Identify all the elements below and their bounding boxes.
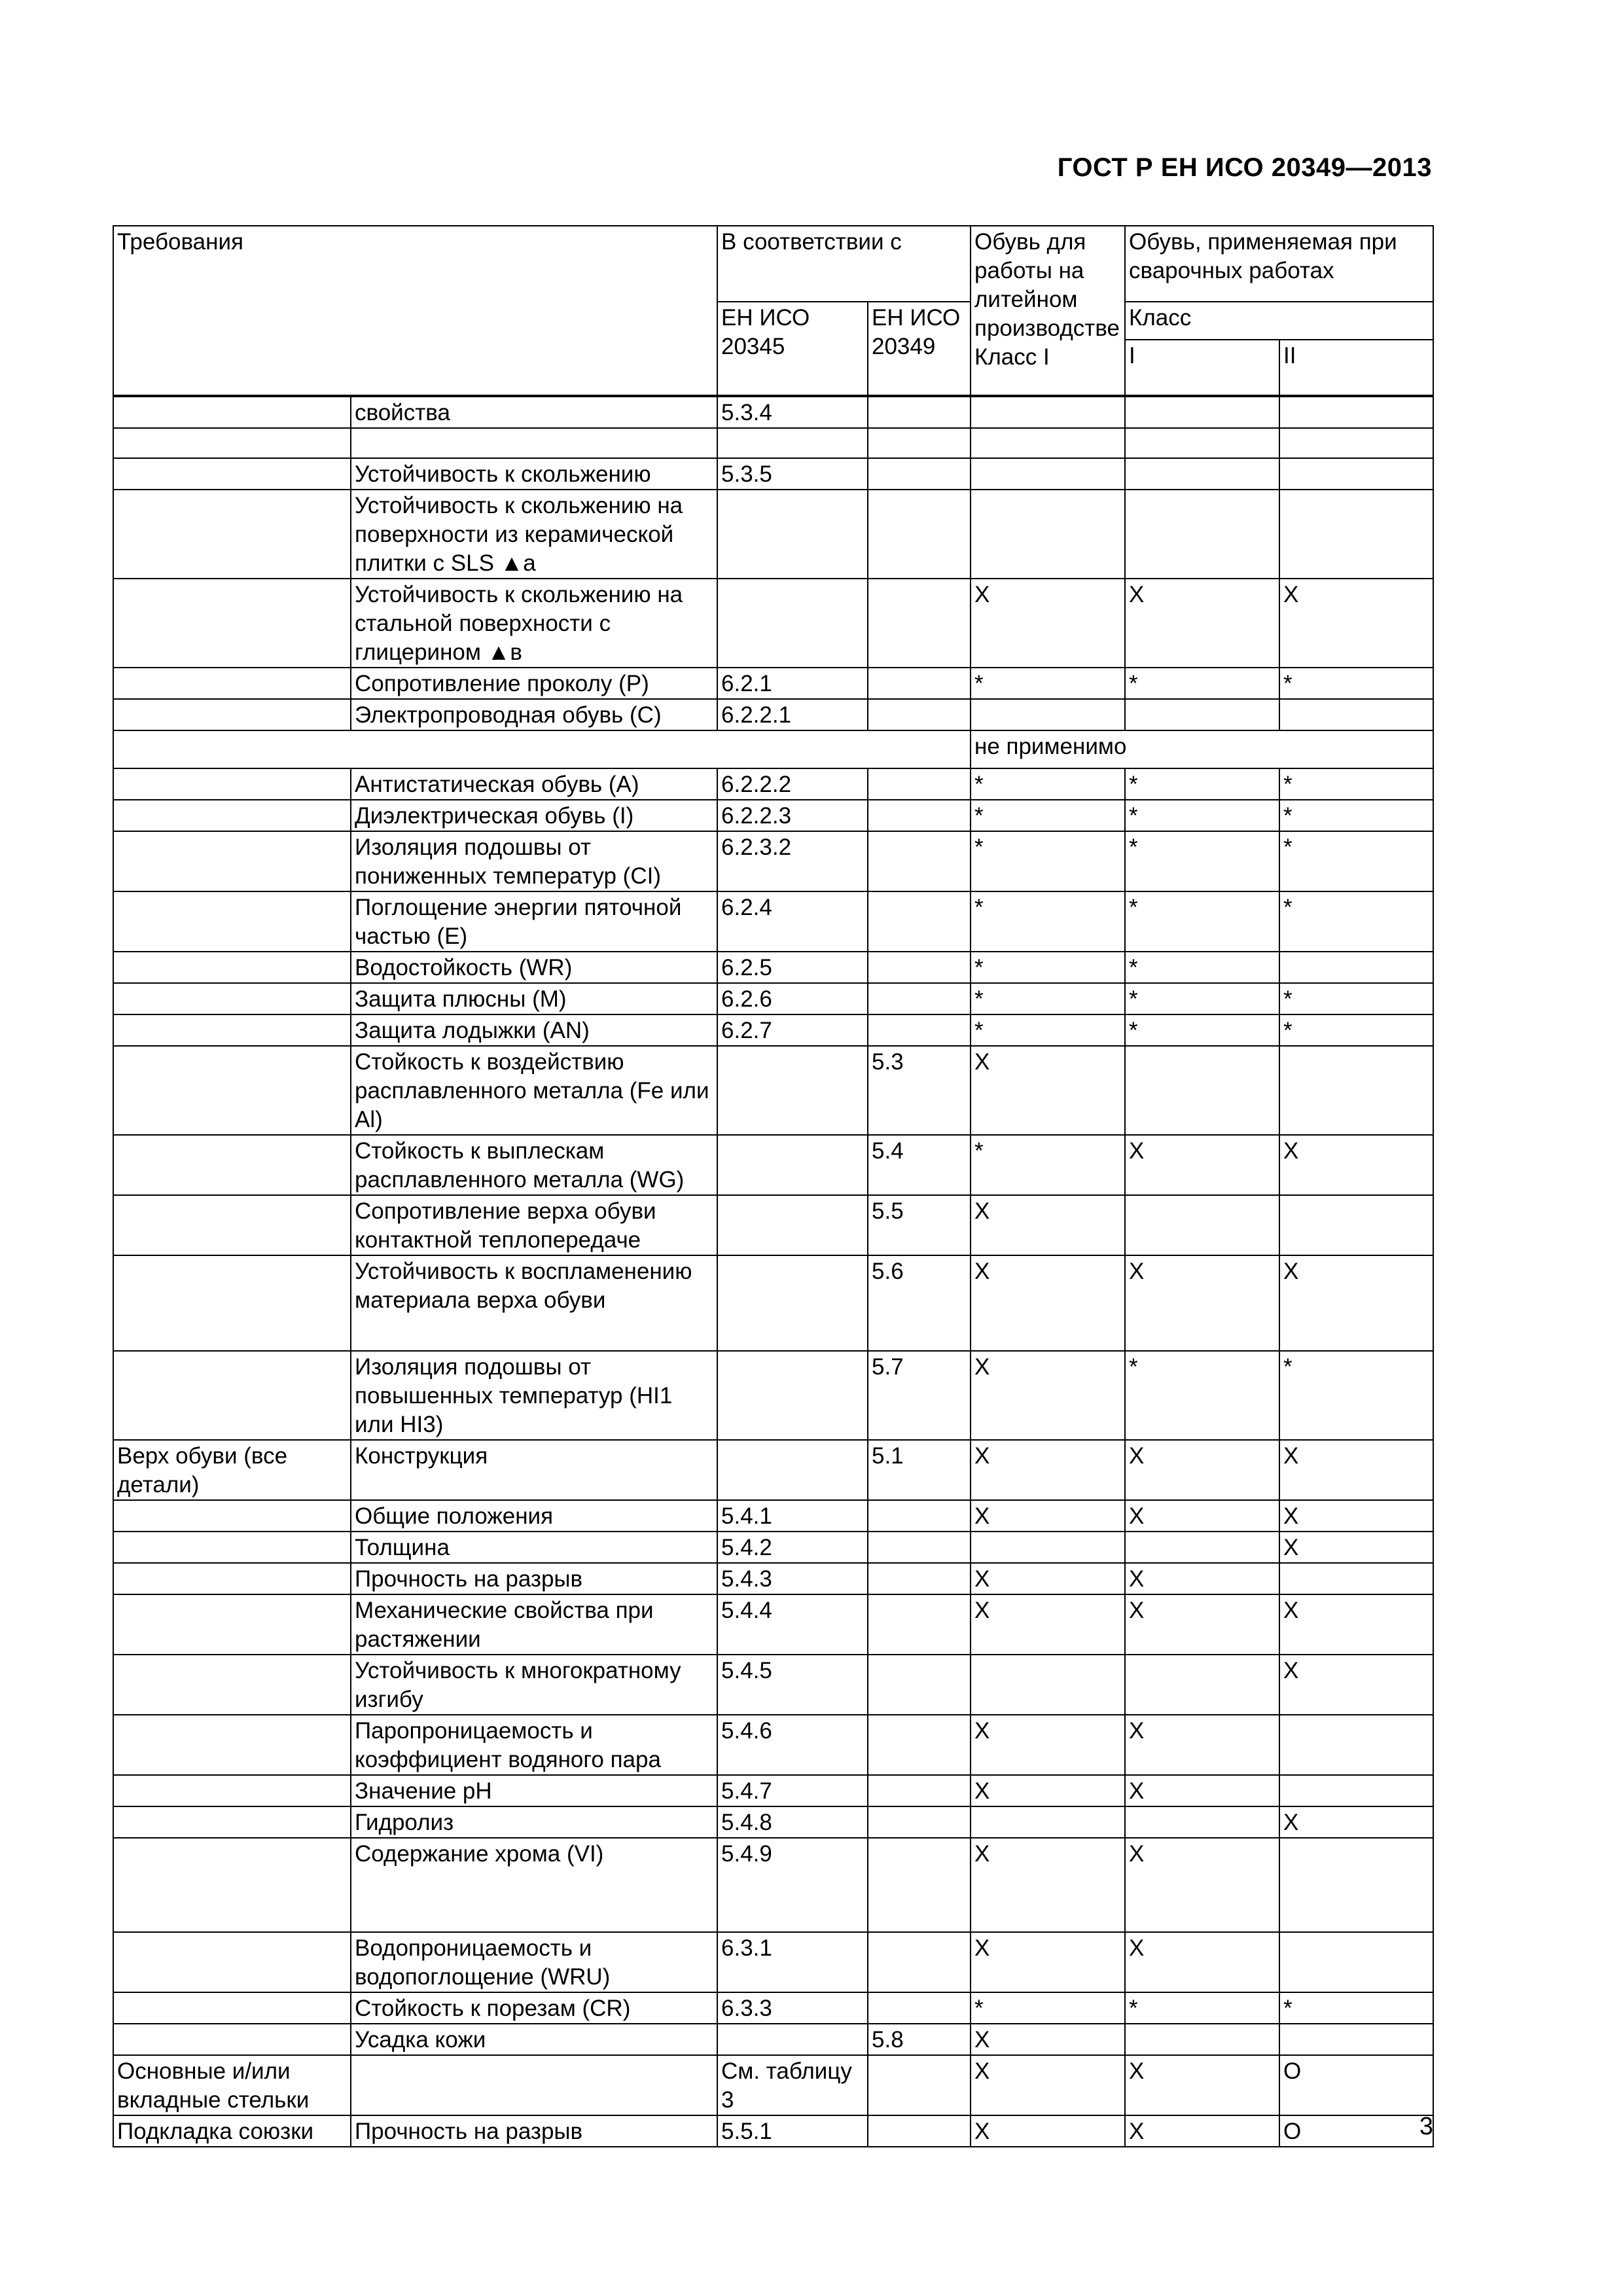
standard-20345-cell: 6.2.4: [717, 891, 868, 952]
group-cell: Верх обуви (все детали): [113, 1440, 351, 1500]
standard-20345-cell: 6.2.5: [717, 952, 868, 983]
standard-20349-cell: [868, 1806, 971, 1838]
foundry-class-cell: *: [971, 768, 1125, 800]
table-row: [113, 1715, 1433, 1775]
standard-20345-header: ЕН ИСО 20345: [717, 302, 868, 396]
table-row: [113, 1014, 1433, 1046]
welding-class-1-cell: X: [1125, 1594, 1279, 1655]
standard-20349-cell: [868, 490, 971, 579]
standard-20345-cell: 5.4.8: [717, 1806, 868, 1838]
foundry-class-cell: X: [971, 1046, 1125, 1135]
parameter-cell: Прочность на разрыв: [351, 1563, 717, 1594]
standard-20345-cell: 6.2.1: [717, 668, 868, 699]
parameter-cell: Паропроницаемость и коэффициент водяного пара: [351, 1715, 717, 1775]
welding-class-1-cell: *: [1125, 800, 1279, 831]
foundry-class-cell: *: [971, 1014, 1125, 1046]
group-cell: [113, 2024, 351, 2055]
table-row: [113, 831, 1433, 891]
welding-class-1-cell: [1125, 396, 1279, 428]
standard-20349-cell: [868, 1715, 971, 1775]
foundry-class-cell: X: [971, 1563, 1125, 1594]
standard-20349-cell: [868, 768, 971, 800]
group-cell: [113, 458, 351, 490]
standard-20349-cell: 5.7: [868, 1351, 971, 1440]
group-cell: [113, 831, 351, 891]
welding-class-1-cell: X: [1125, 1440, 1279, 1500]
standard-20349-cell: [868, 831, 971, 891]
welding-class-2-cell: X: [1279, 1135, 1433, 1195]
welding-class-1-cell: [1125, 2024, 1279, 2055]
foundry-class-cell: *: [971, 983, 1125, 1014]
welding-class-2-cell: *: [1279, 983, 1433, 1014]
table-row: [113, 396, 1433, 428]
standard-20345-cell: 6.3.3: [717, 1992, 868, 2024]
requirements-table: [113, 225, 1433, 2147]
table-row: [113, 800, 1433, 831]
welding-class-1-cell: X: [1125, 1775, 1279, 1806]
standard-20349-cell: 5.4: [868, 1135, 971, 1195]
welding-class-2-cell: X: [1279, 1655, 1433, 1715]
standard-20349-cell: [868, 1932, 971, 1992]
requirements-header: Требования: [113, 226, 717, 396]
standard-20349-cell: [868, 428, 971, 458]
parameter-cell: [351, 428, 717, 458]
welding-class-1-cell: *: [1125, 1351, 1279, 1440]
table-row: [113, 1806, 1433, 1838]
standard-20349-cell: [868, 891, 971, 952]
class-1-header: I: [1125, 340, 1279, 396]
foundry-class-cell: [971, 490, 1125, 579]
standard-20345-cell: 6.2.6: [717, 983, 868, 1014]
not-applicable-cell: не применимо: [971, 730, 1433, 768]
accordance-header: В соответствии с: [717, 226, 971, 302]
standard-20345-cell: 6.3.1: [717, 1932, 868, 1992]
standard-20345-cell: 5.4.1: [717, 1500, 868, 1532]
parameter-cell: Гидролиз: [351, 1806, 717, 1838]
parameter-cell: Стойкость к порезам (CR): [351, 1992, 717, 2024]
table-row: [113, 1046, 1433, 1135]
group-cell: [113, 490, 351, 579]
parameter-cell: свойства: [351, 396, 717, 428]
group-cell: [113, 891, 351, 952]
table-row: [113, 1838, 1433, 1932]
table-row: [113, 1992, 1433, 2024]
standard-20349-cell: [868, 800, 971, 831]
welding-class-1-cell: X: [1125, 1715, 1279, 1775]
parameter-cell: Защита лодыжки (AN): [351, 1014, 717, 1046]
welding-class-1-cell: [1125, 1046, 1279, 1135]
standard-20345-cell: [717, 2024, 868, 2055]
parameter-cell: Устойчивость к многократному изгибу: [351, 1655, 717, 1715]
table-row: [113, 1775, 1433, 1806]
group-cell: [113, 428, 351, 458]
parameter-cell: Значение pH: [351, 1775, 717, 1806]
table-row: [113, 983, 1433, 1014]
standard-20345-cell: 5.3.4: [717, 396, 868, 428]
group-cell: [113, 1594, 351, 1655]
standard-20349-cell: [868, 1838, 971, 1932]
group-cell: [113, 1532, 351, 1563]
table-row: [113, 1932, 1433, 1992]
standard-20345-cell: 6.2.3.2: [717, 831, 868, 891]
welding-footwear-header: Обувь, применяемая при сварочных работах: [1125, 226, 1433, 302]
welding-class-2-cell: O: [1279, 2055, 1433, 2115]
welding-class-1-cell: X: [1125, 1135, 1279, 1195]
welding-class-1-cell: [1125, 1655, 1279, 1715]
welding-class-1-cell: X: [1125, 1500, 1279, 1532]
parameter-cell: Электропроводная обувь (С): [351, 699, 717, 730]
standard-20349-cell: 5.5: [868, 1195, 971, 1255]
parameter-cell: Содержание хрома (VI): [351, 1838, 717, 1932]
document-title: ГОСТ Р ЕН ИСО 20349—2013: [1057, 153, 1432, 182]
welding-class-1-cell: [1125, 458, 1279, 490]
table-row: [113, 490, 1433, 579]
parameter-cell: Водопроницаемость и водопоглощение (WRU): [351, 1932, 717, 1992]
standard-20349-cell: [868, 699, 971, 730]
standard-20349-cell: 5.6: [868, 1255, 971, 1351]
standard-20345-cell: 5.4.2: [717, 1532, 868, 1563]
group-cell: [113, 768, 351, 800]
group-cell: [113, 396, 351, 428]
table-row: [113, 579, 1433, 668]
group-cell: [113, 1255, 351, 1351]
table-row: [113, 1563, 1433, 1594]
welding-class-2-cell: X: [1279, 1440, 1433, 1500]
welding-class-2-cell: X: [1279, 1500, 1433, 1532]
welding-class-2-cell: [1279, 396, 1433, 428]
group-cell: [113, 1500, 351, 1532]
group-cell: [113, 1351, 351, 1440]
table-row: [113, 768, 1433, 800]
foundry-class-cell: X: [971, 1500, 1125, 1532]
foundry-class-cell: X: [971, 1255, 1125, 1351]
welding-class-1-cell: [1125, 699, 1279, 730]
standard-20345-cell: [717, 1046, 868, 1135]
parameter-cell: Стойкость к воздействию расплавленного металла (Fe или Al): [351, 1046, 717, 1135]
standard-20345-cell: 5.4.9: [717, 1838, 868, 1932]
standard-20345-cell: 5.4.5: [717, 1655, 868, 1715]
foundry-class-cell: X: [971, 1838, 1125, 1932]
standard-20345-cell: 5.4.7: [717, 1775, 868, 1806]
foundry-class-cell: [971, 1655, 1125, 1715]
group-cell: [113, 1195, 351, 1255]
foundry-footwear-header: Обувь для работы на литейном производстве Класс I: [971, 226, 1125, 396]
table-row: [113, 1255, 1433, 1351]
welding-class-2-cell: [1279, 490, 1433, 579]
foundry-class-cell: X: [971, 1594, 1125, 1655]
foundry-class-cell: X: [971, 1775, 1125, 1806]
foundry-class-cell: *: [971, 952, 1125, 983]
welding-class-1-cell: X: [1125, 1255, 1279, 1351]
foundry-class-cell: X: [971, 1195, 1125, 1255]
standard-20349-cell: [868, 1775, 971, 1806]
welding-class-2-cell: X: [1279, 1594, 1433, 1655]
table-row: [113, 1195, 1433, 1255]
standard-20349-cell: [868, 668, 971, 699]
standard-20345-cell: [717, 579, 868, 668]
welding-class-1-cell: [1125, 1806, 1279, 1838]
welding-class-2-cell: *: [1279, 891, 1433, 952]
standard-20349-cell: [868, 579, 971, 668]
table-row: [113, 699, 1433, 730]
welding-class-2-cell: [1279, 428, 1433, 458]
group-cell: [113, 952, 351, 983]
standard-20345-cell: 5.4.4: [717, 1594, 868, 1655]
welding-class-2-cell: *: [1279, 768, 1433, 800]
foundry-class-cell: X: [971, 2055, 1125, 2115]
standard-20349-cell: [868, 458, 971, 490]
table-row: [113, 428, 1433, 458]
group-cell: [113, 1806, 351, 1838]
welding-class-1-cell: X: [1125, 579, 1279, 668]
welding-class-2-cell: X: [1279, 1532, 1433, 1563]
group-cell: [113, 1838, 351, 1932]
parameter-cell: Водостойкость (WR): [351, 952, 717, 983]
foundry-class-cell: X: [971, 1351, 1125, 1440]
table-row: [113, 1440, 1433, 1500]
foundry-class-cell: *: [971, 1135, 1125, 1195]
standard-20349-cell: 5.8: [868, 2024, 971, 2055]
foundry-class-cell: X: [971, 2115, 1125, 2147]
parameter-cell: Диэлектрическая обувь (I): [351, 800, 717, 831]
foundry-class-cell: [971, 1532, 1125, 1563]
foundry-class-cell: *: [971, 891, 1125, 952]
welding-class-1-cell: *: [1125, 1014, 1279, 1046]
welding-class-1-cell: *: [1125, 1992, 1279, 2024]
welding-class-1-cell: *: [1125, 891, 1279, 952]
welding-class-2-cell: X: [1279, 1255, 1433, 1351]
welding-class-2-cell: *: [1279, 831, 1433, 891]
foundry-class-cell: X: [971, 2024, 1125, 2055]
parameter-cell: Защита плюсны (M): [351, 983, 717, 1014]
welding-class-1-cell: [1125, 490, 1279, 579]
welding-class-2-cell: [1279, 1046, 1433, 1135]
group-cell: Подкладка союзки: [113, 2115, 351, 2147]
group-cell: [113, 1014, 351, 1046]
table-row: [113, 891, 1433, 952]
foundry-class-cell: X: [971, 1932, 1125, 1992]
foundry-class-cell: *: [971, 800, 1125, 831]
welding-class-2-cell: *: [1279, 1014, 1433, 1046]
group-cell: [113, 1932, 351, 1992]
standard-20349-header: ЕН ИСО 20349: [868, 302, 971, 396]
parameter-cell: Конструкция: [351, 1440, 717, 1500]
foundry-class-cell: X: [971, 1715, 1125, 1775]
standard-20345-cell: [717, 1351, 868, 1440]
parameter-cell: Изоляция подошвы от пониженных температур (CI): [351, 831, 717, 891]
foundry-class-cell: [971, 1806, 1125, 1838]
welding-class-1-cell: [1125, 1532, 1279, 1563]
parameter-cell: Поглощение энергии пяточной частью (Е): [351, 891, 717, 952]
page-number: 3: [1419, 2113, 1433, 2140]
foundry-class-cell: [971, 458, 1125, 490]
welding-class-2-cell: *: [1279, 668, 1433, 699]
standard-20349-cell: [868, 1532, 971, 1563]
standard-20345-cell: 6.2.2.3: [717, 800, 868, 831]
group-cell: [113, 579, 351, 668]
standard-20345-cell: 6.2.2.2: [717, 768, 868, 800]
table-row: [113, 1655, 1433, 1715]
parameter-cell: Устойчивость к скольжению на поверхности из керамической плитки с SLS ▲а: [351, 490, 717, 579]
parameter-cell: Изоляция подошвы от повышенных температур (HI1 или HI3): [351, 1351, 717, 1440]
group-cell: Основные и/или вкладные стельки: [113, 2055, 351, 2115]
parameter-cell: Сопротивление проколу (P): [351, 668, 717, 699]
welding-class-1-cell: X: [1125, 1932, 1279, 1992]
welding-class-1-cell: X: [1125, 1838, 1279, 1932]
standard-20349-cell: [868, 1594, 971, 1655]
standard-20345-cell: [717, 1440, 868, 1500]
foundry-class-cell: X: [971, 579, 1125, 668]
foundry-class-cell: *: [971, 668, 1125, 699]
parameter-cell: Устойчивость к скольжению на стальной поверхности с глицерином ▲в: [351, 579, 717, 668]
standard-20345-cell: [717, 490, 868, 579]
group-cell: [113, 699, 351, 730]
welding-class-2-cell: [1279, 458, 1433, 490]
standard-20345-cell: 5.5.1: [717, 2115, 868, 2147]
welding-class-2-cell: [1279, 952, 1433, 983]
welding-class-1-cell: *: [1125, 952, 1279, 983]
welding-class-1-cell: [1125, 1195, 1279, 1255]
table-row: [113, 1532, 1433, 1563]
standard-20345-cell: [717, 428, 868, 458]
welding-class-2-cell: [1279, 1932, 1433, 1992]
welding-class-1-cell: X: [1125, 2115, 1279, 2147]
standard-20345-cell: [717, 1135, 868, 1195]
parameter-cell: Устойчивость к воспламенению материала верха обуви: [351, 1255, 717, 1351]
welding-class-2-cell: [1279, 2024, 1433, 2055]
standard-20349-cell: [868, 1500, 971, 1532]
parameter-cell: Толщина: [351, 1532, 717, 1563]
parameter-cell: Стойкость к выплескам расплавленного металла (WG): [351, 1135, 717, 1195]
foundry-class-cell: [971, 699, 1125, 730]
welding-class-2-cell: [1279, 1563, 1433, 1594]
table-row: [113, 1351, 1433, 1440]
group-cell: [113, 1655, 351, 1715]
group-cell: [113, 1775, 351, 1806]
group-cell: [113, 983, 351, 1014]
standard-20349-cell: [868, 1655, 971, 1715]
foundry-class-cell: X: [971, 1440, 1125, 1500]
standard-20345-cell: [717, 1255, 868, 1351]
group-cell: [113, 1563, 351, 1594]
standard-20349-cell: [868, 1563, 971, 1594]
foundry-class-cell: *: [971, 831, 1125, 891]
welding-class-1-cell: [1125, 428, 1279, 458]
standard-20345-cell: [717, 1195, 868, 1255]
standard-20349-cell: [868, 396, 971, 428]
table-row: [113, 2024, 1433, 2055]
parameter-cell: Сопротивление верха обуви контактной теплопередаче: [351, 1195, 717, 1255]
standard-20349-cell: [868, 2055, 971, 2115]
parameter-cell: Усадка кожи: [351, 2024, 717, 2055]
parameter-cell: Механические свойства при растяжении: [351, 1594, 717, 1655]
group-cell: [113, 1135, 351, 1195]
standard-20349-cell: [868, 983, 971, 1014]
welding-class-1-cell: X: [1125, 2055, 1279, 2115]
requirements-table-body: [113, 396, 1433, 2147]
table-row: [113, 1500, 1433, 1532]
welding-class-2-cell: *: [1279, 1992, 1433, 2024]
parameter-cell: Устойчивость к скольжению: [351, 458, 717, 490]
table-row: [113, 2115, 1433, 2147]
class-header: Класс: [1125, 302, 1433, 340]
parameter-cell: Антистатическая обувь (A): [351, 768, 717, 800]
standard-20345-cell: 5.3.5: [717, 458, 868, 490]
standard-20345-cell: 6.2.7: [717, 1014, 868, 1046]
standard-20349-cell: 5.1: [868, 1440, 971, 1500]
parameter-cell: Общие положения: [351, 1500, 717, 1532]
empty-cell: [113, 730, 971, 768]
parameter-cell: Прочность на разрыв: [351, 2115, 717, 2147]
group-cell: [113, 1046, 351, 1135]
standard-20345-cell: 6.2.2.1: [717, 699, 868, 730]
standard-20349-cell: [868, 1992, 971, 2024]
table-row: [113, 668, 1433, 699]
welding-class-2-cell: [1279, 1838, 1433, 1932]
welding-class-2-cell: *: [1279, 800, 1433, 831]
class-2-header: II: [1279, 340, 1433, 396]
group-cell: [113, 800, 351, 831]
standard-20349-cell: [868, 952, 971, 983]
welding-class-2-cell: [1279, 1715, 1433, 1775]
welding-class-2-cell: [1279, 1775, 1433, 1806]
group-cell: [113, 1992, 351, 2024]
standard-20349-cell: [868, 2115, 971, 2147]
welding-class-2-cell: X: [1279, 1806, 1433, 1838]
table-row: [113, 1135, 1433, 1195]
table-row: [113, 952, 1433, 983]
welding-class-2-cell: [1279, 1195, 1433, 1255]
foundry-class-cell: [971, 428, 1125, 458]
group-cell: [113, 668, 351, 699]
table-row: [113, 730, 1433, 768]
welding-class-1-cell: *: [1125, 668, 1279, 699]
standard-20345-cell: См. таблицу 3: [717, 2055, 868, 2115]
welding-class-1-cell: *: [1125, 831, 1279, 891]
group-cell: [113, 1715, 351, 1775]
standard-20349-cell: [868, 1014, 971, 1046]
parameter-cell: [351, 2055, 717, 2115]
welding-class-2-cell: X: [1279, 579, 1433, 668]
welding-class-1-cell: *: [1125, 768, 1279, 800]
standard-20349-cell: 5.3: [868, 1046, 971, 1135]
welding-class-1-cell: X: [1125, 1563, 1279, 1594]
table-row: [113, 1594, 1433, 1655]
table-row: [113, 458, 1433, 490]
welding-class-1-cell: *: [1125, 983, 1279, 1014]
welding-class-2-cell: [1279, 699, 1433, 730]
standard-20345-cell: 5.4.6: [717, 1715, 868, 1775]
foundry-class-cell: [971, 396, 1125, 428]
welding-class-2-cell: *: [1279, 1351, 1433, 1440]
foundry-class-cell: *: [971, 1992, 1125, 2024]
welding-class-2-cell: O: [1279, 2115, 1433, 2147]
standard-20345-cell: 5.4.3: [717, 1563, 868, 1594]
table-row: [113, 2055, 1433, 2115]
